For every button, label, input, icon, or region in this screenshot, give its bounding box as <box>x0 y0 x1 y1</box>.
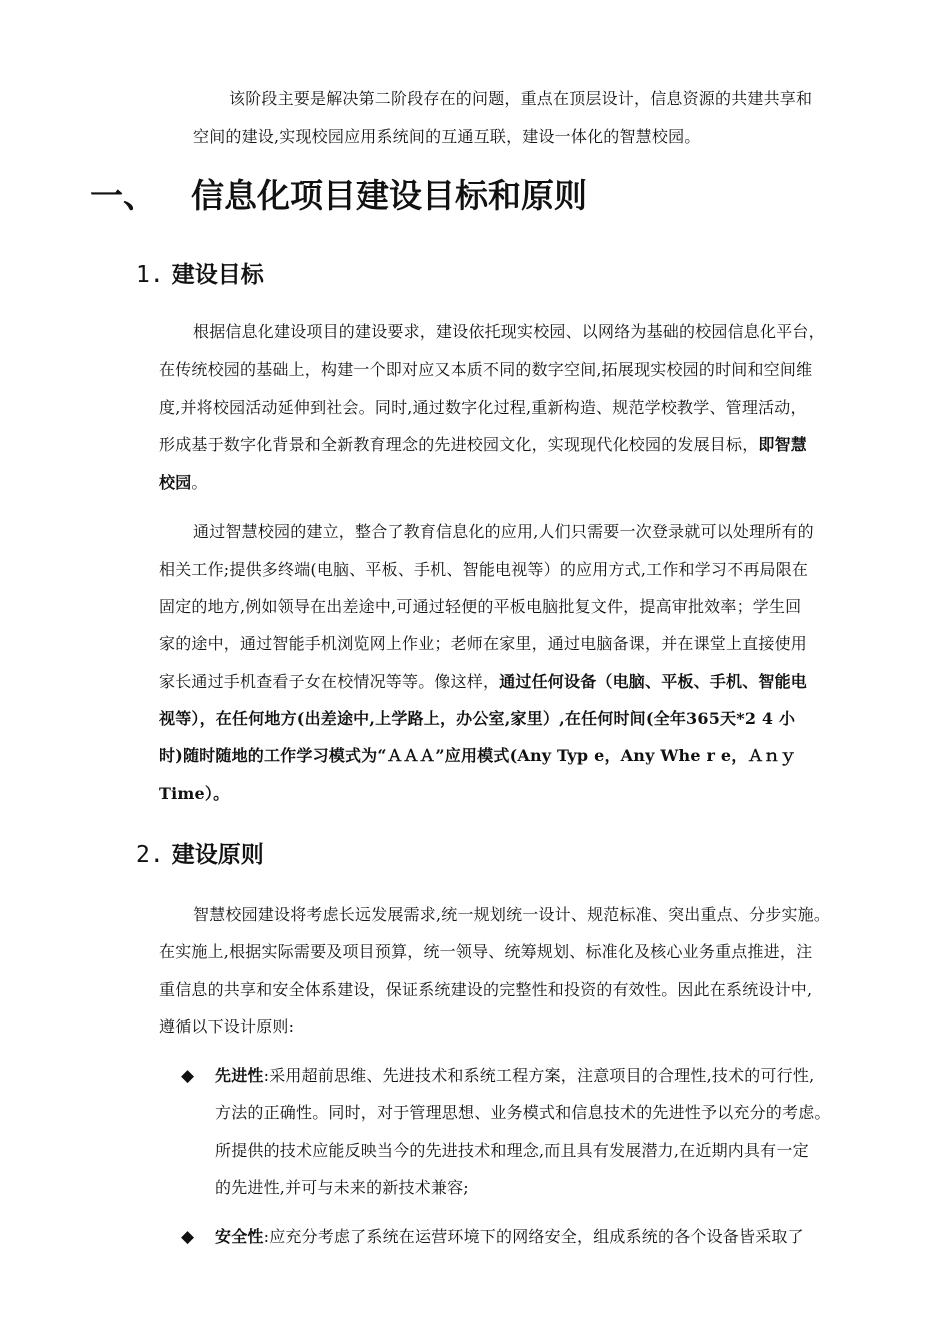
section-number: 一、 <box>90 176 156 215</box>
paragraph-line: 时)随时随地的工作学习模式为“ＡＡＡ”应用模式(Any Typ e，Any Whe r e，Ａｎｙ <box>159 746 797 765</box>
list-item-line: 所提供的技术应能反映当今的先进技术和理念,而且具有发展潜力,在近期内具有一定 <box>215 1141 809 1160</box>
paragraph-line: 固定的地方,例如领导在出差途中,可通过轻便的平板电脑批复文件，提高审批效率；学生回 <box>159 597 802 616</box>
paragraph-line <box>159 471 841 495</box>
subsection-number: 2. <box>136 842 164 868</box>
text-run: 。 <box>191 473 208 492</box>
paragraph-line: 智慧校园建设将考虑长远发展需求,统一规划统一设计、规范标准、突出重点、分步实施。 <box>193 905 831 924</box>
emphasis-text: 通过任何设备（电脑、平板、手机、智能电 <box>499 672 808 691</box>
intro-line-2: 空间的建设,实现校园应用系统间的互通互联，建设一体化的智慧校园。 <box>193 127 701 146</box>
paragraph-line: 在传统校园的基础上，构建一个即对应又本质不同的数字空间,拓展现实校园的时间和空间维 <box>159 360 813 379</box>
paragraph-line <box>159 433 841 457</box>
text-run: :应充分考虑了系统在运营环境下的网络安全，组成系统的各个设备皆采取了 <box>263 1227 804 1246</box>
diamond-bullet-icon: ◆ <box>181 1227 195 1247</box>
paragraph-line: Time）。 <box>159 784 230 803</box>
section-title: 信息化项目建设目标和原则 <box>191 176 587 215</box>
paragraph-line: 重信息的共享和安全体系建设，保证系统建设的完整性和投资的有效性。因此在系统设计中, <box>159 980 813 999</box>
list-item-term: 先进性 <box>215 1066 264 1085</box>
list-item-line: 方法的正确性。同时，对于管理思想、业务模式和信息技术的先进性予以充分的考虑。 <box>215 1103 831 1122</box>
paragraph-line: 视等），在任何地方(出差途中,上学路上，办公室,家里）,在任何时间(全年365天*2 4 小 <box>159 709 796 728</box>
section-heading <box>90 172 587 220</box>
list-item-line <box>215 1225 845 1249</box>
subsection-title: 建设目标 <box>171 262 264 288</box>
intro-line-1: 该阶段主要是解决第二阶段存在的问题，重点在顶层设计，信息资源的共建共享和 <box>229 89 813 108</box>
subsection-title: 建设原则 <box>171 842 264 868</box>
list-item-term: 安全性 <box>215 1227 264 1246</box>
paragraph-line <box>159 670 841 694</box>
text-run: :采用超前思维、先进技术和系统工程方案，注意项目的合理性,技术的可行性, <box>263 1066 815 1085</box>
text-run: 家长通过手机查看子女在校情况等等。像这样， <box>159 672 500 691</box>
paragraph-line: 度,并将校园活动延伸到社会。同时,通过数字化过程,重新构造、规范学校教学、管理活动， <box>159 398 807 417</box>
paragraph-line: 家的途中，通过智能手机浏览网上作业；老师在家里，通过电脑备课，并在课堂上直接使用 <box>159 634 808 653</box>
list-item-line <box>215 1064 845 1088</box>
list-item-line: 的先进性,并可与未来的新技术兼容; <box>215 1178 469 1197</box>
paragraph-line: 根据信息化建设项目的建设要求，建设依托现实校园、以网络为基础的校园信息化平台， <box>193 322 825 341</box>
text-run: 形成基于数字化背景和全新教育理念的先进校园文化，实现现代化校园的发展目标， <box>159 435 759 454</box>
emphasis-text: 校园 <box>159 473 192 492</box>
subsection-heading-2 <box>136 838 264 872</box>
subsection-heading-1 <box>136 258 264 292</box>
paragraph-line: 通过智慧校园的建立，整合了教育信息化的应用,人们只需要一次登录就可以处理所有的 <box>193 522 814 541</box>
emphasis-text: 即智慧 <box>758 435 808 454</box>
paragraph-line: 遵循以下设计原则: <box>159 1017 295 1036</box>
paragraph-line: 相关工作;提供多终端(电脑、平板、手机、智能电视等）的应用方式,工作和学习不再局限在 <box>159 560 809 579</box>
subsection-number: 1. <box>136 262 164 288</box>
diamond-bullet-icon: ◆ <box>181 1066 195 1086</box>
paragraph-line: 在实施上,根据实际需要及项目预算，统一领导、统筹规划、标准化及核心业务重点推进，注 <box>159 942 813 961</box>
